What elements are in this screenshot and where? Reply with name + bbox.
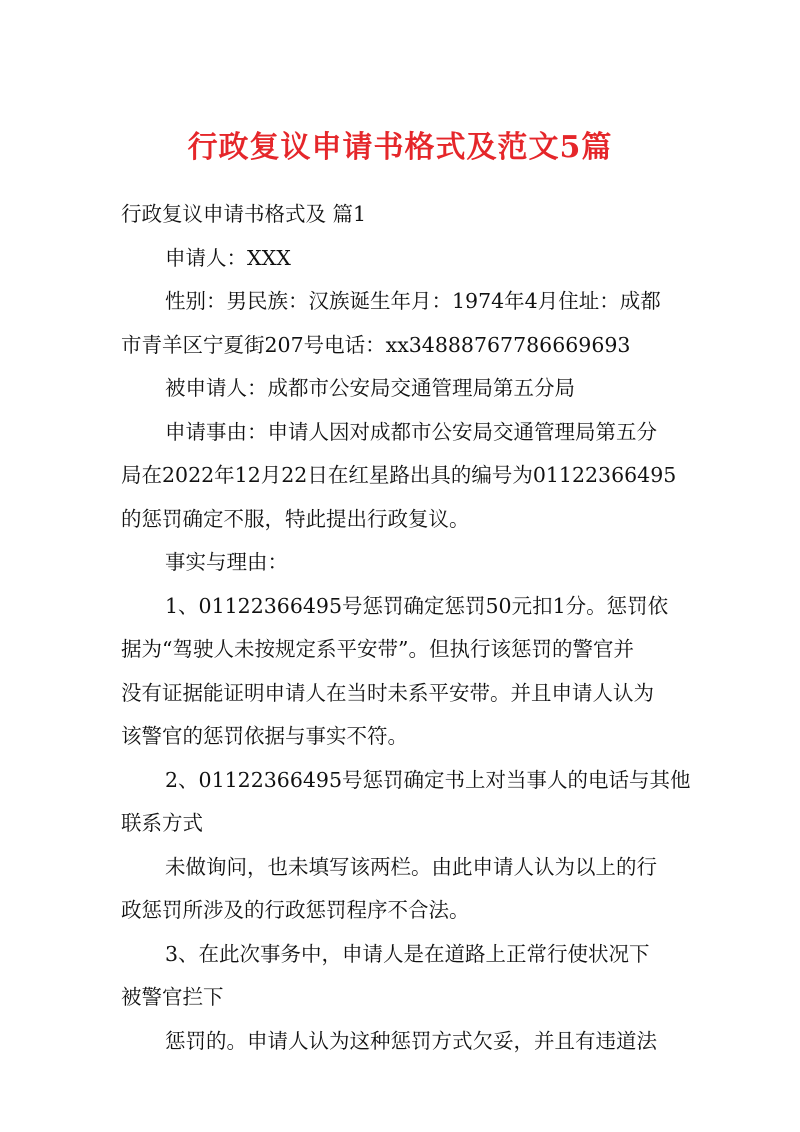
document-line: 据为“驾驶人未按规定系平安带”。但执行该惩罚的警官并 bbox=[121, 637, 634, 661]
document-line: 事实与理由： bbox=[165, 550, 288, 574]
document-line: 行政复议申请书格式及 篇1 bbox=[121, 202, 367, 226]
document-line: 申请事由：申请人因对成都市公安局交通管理局第五分 bbox=[165, 419, 657, 444]
document-line: 3、在此次事务中，申请人是在道路上正常行使状况下 bbox=[165, 941, 650, 966]
document-line: 惩罚的。申请人认为这种惩罚方式欠妥，并且有违道法 bbox=[165, 1028, 657, 1053]
document-line: 市青羊区宁夏街207号电话：xx34888767786669693 bbox=[121, 332, 631, 357]
document-line: 未做询问，也未填写该两栏。由此申请人认为以上的行 bbox=[165, 854, 657, 879]
document-line: 申请人：XXX bbox=[165, 245, 291, 270]
document-line: 被警官拦下 bbox=[121, 985, 224, 1009]
document-line: 政惩罚所涉及的行政惩罚程序不合法。 bbox=[121, 898, 470, 922]
document-line: 没有证据能证明申请人在当时未系平安带。并且申请人认为 bbox=[121, 680, 654, 705]
document-line: 的惩罚确定不服，特此提出行政复议。 bbox=[121, 506, 470, 531]
document-body bbox=[121, 193, 691, 1063]
document-line: 2、01122366495号惩罚确定书上对当事人的电话与其他 bbox=[165, 767, 691, 792]
document-line: 局在2022年12月22日在红星路出具的编号为01122366495 bbox=[121, 463, 677, 487]
document-line: 该警官的惩罚依据与事实不符。 bbox=[121, 724, 408, 748]
document-line: 被申请人：成都市公安局交通管理局第五分局 bbox=[165, 376, 575, 400]
document-line: 性别：男民族：汉族诞生年月：1974年4月住址：成都 bbox=[165, 289, 661, 313]
document-line: 联系方式 bbox=[121, 811, 203, 835]
document-line: 1、01122366495号惩罚确定惩罚50元扣1分。惩罚依 bbox=[165, 593, 669, 618]
document-title: 行政复议申请书格式及范文5篇 bbox=[187, 130, 613, 165]
